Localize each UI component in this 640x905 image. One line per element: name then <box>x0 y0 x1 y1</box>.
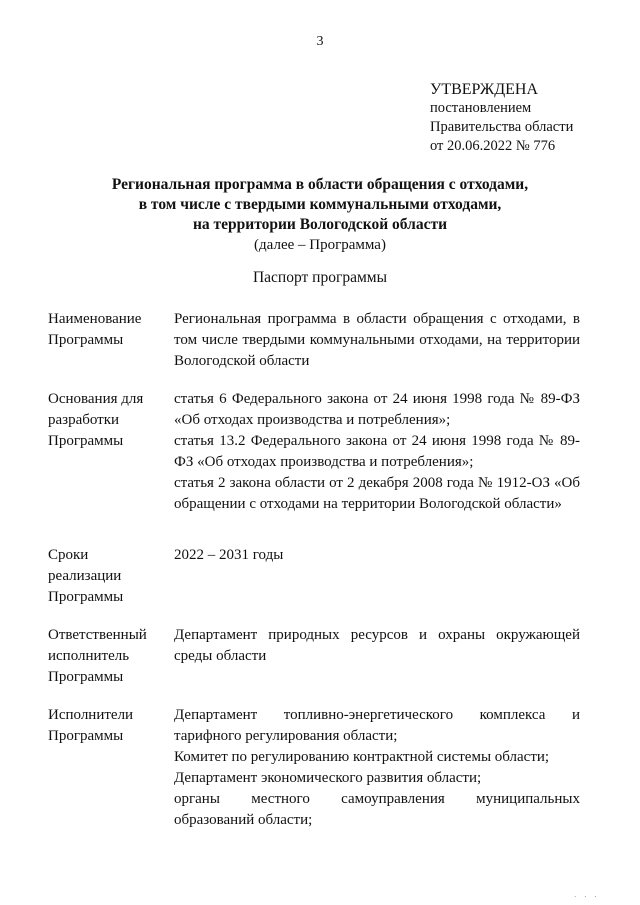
label-line: Программы <box>48 728 124 744</box>
content-paragraph: 2022 – 2031 годы <box>174 547 284 563</box>
content-paragraph: статья 2 закона области от 2 декабря 2008 года № 1912-ОЗ «Об обращении с отходами на территории Вологодской области» <box>174 475 580 512</box>
passport-row-content <box>174 705 580 831</box>
passport-row-label <box>48 389 166 452</box>
content-paragraph: Комитет по регулированию контрактной системы области; <box>174 749 550 765</box>
label-line: реализации <box>48 568 122 584</box>
label-line: Исполнители <box>48 707 134 723</box>
label-line: Программы <box>48 433 124 449</box>
passport-row-content <box>174 309 580 372</box>
label-line: Программы <box>48 332 124 348</box>
content-paragraph: статья 13.2 Федерального закона от 24 июня 1998 года № 89-ФЗ «Об отходах производства и потребления»; <box>174 433 580 470</box>
approval-line: от 20.06.2022 № 776 <box>430 138 556 154</box>
label-line: Программы <box>48 669 124 685</box>
label-line: исполнитель <box>48 648 130 664</box>
label-line: Сроки <box>48 547 89 563</box>
passport-row-label <box>48 545 166 608</box>
content-paragraph: органы местного самоуправления муниципальных образований области; <box>174 791 580 828</box>
passport-heading: Паспорт программы <box>252 269 387 286</box>
passport-row-content <box>174 625 580 667</box>
label-line: Наименование <box>48 311 142 327</box>
label-line: Ответственный <box>48 627 147 643</box>
passport-row-content <box>174 545 580 566</box>
title-line: Региональная программа в области обращения с отходами, <box>111 176 529 193</box>
passport-row-label <box>48 705 166 747</box>
label-line: разработки <box>48 412 120 428</box>
title-line: в том числе с твердыми коммунальными отходами, <box>138 196 502 213</box>
approval-stamp <box>430 80 630 156</box>
approval-line: Правительства области <box>430 119 574 135</box>
passport-row-label <box>48 625 166 688</box>
title-subtitle: (далее – Программа) <box>254 237 386 253</box>
document-title <box>0 175 640 255</box>
content-paragraph: Департамент природных ресурсов и охраны окружающей среды области <box>174 627 580 664</box>
label-line: Программы <box>48 589 124 605</box>
content-paragraph: статья 6 Федерального закона от 24 июня 1998 года № 89-ФЗ «Об отходах производства и потребления»; <box>174 391 580 428</box>
label-line: Основания для <box>48 391 144 407</box>
title-line: на территории Вологодской области <box>192 216 447 233</box>
page-number: 3 <box>316 34 324 49</box>
content-paragraph: Региональная программа в области обращения с отходами, в том числе твердыми коммунальными отходами, на территории Вологодской области <box>174 311 580 369</box>
approval-line: постановлением <box>430 100 532 116</box>
scan-mark: · · · <box>574 893 600 901</box>
content-paragraph: Департамент экономического развития области; <box>174 770 482 786</box>
approval-heading: УТВЕРЖДЕНА <box>430 81 539 98</box>
content-paragraph: Департамент топливно-энергетического комплекса и тарифного регулирования области; <box>174 707 580 744</box>
passport-row-label <box>48 309 166 351</box>
passport-row-content <box>174 389 580 515</box>
